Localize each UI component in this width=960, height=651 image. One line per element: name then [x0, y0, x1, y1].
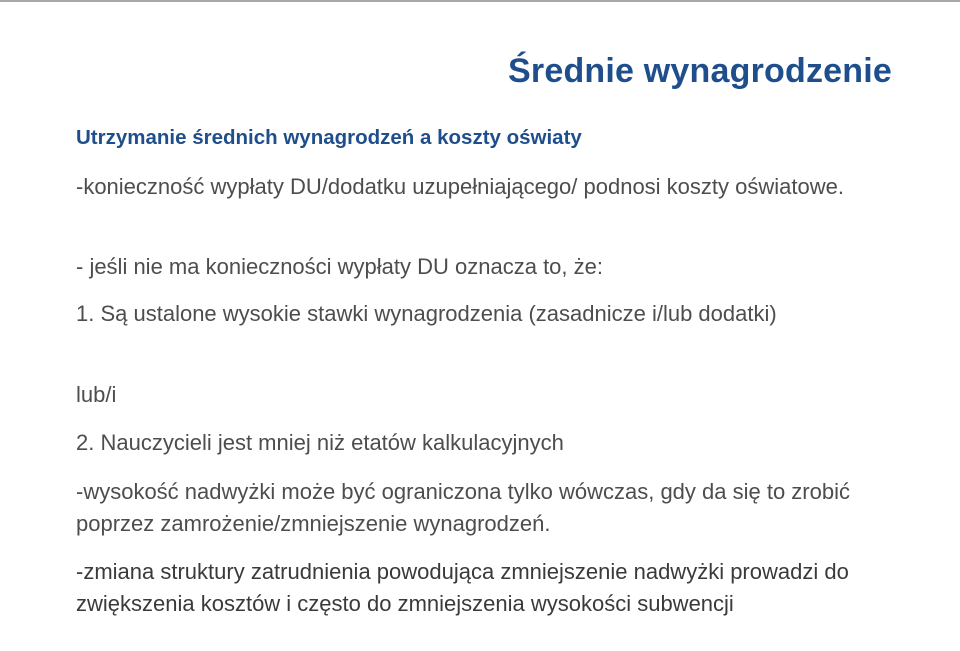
slide-title: Średnie wynagrodzenie [508, 52, 892, 90]
top-divider [0, 0, 960, 2]
paragraph-point-2: 2. Nauczycieli jest mniej niż etatów kalkulacyjnych [76, 430, 564, 455]
paragraph-structure-change: -zmiana struktury zatrudnienia powodująca zmniejszenie nadwyżki prowadzi do zwiększenia kosztów i często do zmniejszenia wysokości subwencji [76, 559, 849, 616]
paragraph-du-cost: -konieczność wypłaty DU/dodatku uzupełniającego/ podnosi koszty oświatowe. [76, 174, 844, 199]
paragraph-surplus-limit: -wysokość nadwyżki może być ograniczona tylko wówczas, gdy da się to zrobić poprzez zamrożenie/zmniejszenie wynagrodzeń. [76, 479, 850, 536]
paragraph-if-no-du: - jeśli nie ma konieczności wypłaty DU oznacza to, że: [76, 254, 603, 279]
paragraph-point-1: 1. Są ustalone wysokie stawki wynagrodzenia (zasadnicze i/lub dodatki) [76, 301, 777, 326]
paragraph-or: lub/i [76, 382, 117, 407]
slide-subtitle: Utrzymanie średnich wynagrodzeń a koszty oświaty [76, 126, 582, 149]
